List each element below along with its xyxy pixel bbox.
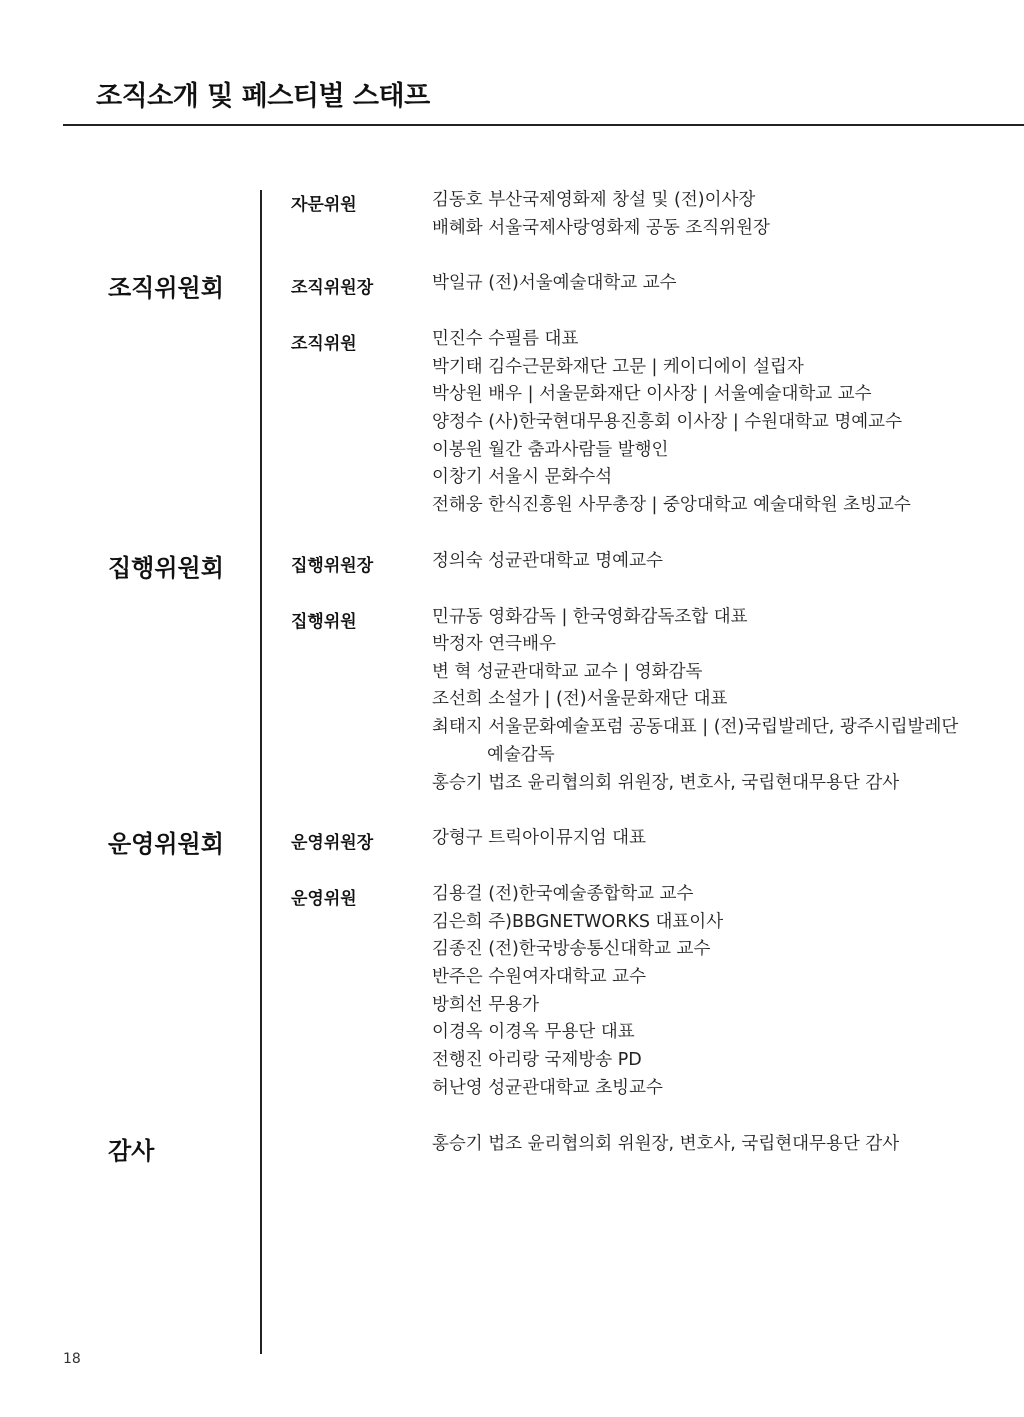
member-entry: 김종진 (전)한국방송통신대학교 교수	[432, 939, 711, 959]
committee-heading-organizing: 조직위원회	[108, 274, 224, 302]
member-entry: 박정자 연극배우	[432, 634, 556, 654]
member-entry: 강형구 트릭아이뮤지엄 대표	[432, 828, 646, 848]
committee-heading-operating: 운영위원회	[108, 830, 224, 858]
member-entry: 이창기 서울시 문화수석	[432, 467, 613, 487]
member-entry: 이경옥 이경옥 무용단 대표	[432, 1022, 635, 1042]
member-entry: 민규동 영화감독 | 한국영화감독조합 대표	[432, 607, 748, 627]
member-entry: 반주은 수원여자대학교 교수	[432, 967, 646, 987]
member-entry: 전행진 아리랑 국제방송 PD	[432, 1050, 642, 1070]
member-entry: 배혜화 서울국제사랑영화제 공동 조직위원장	[432, 218, 770, 238]
member-entry: 조선희 소설가 | (전)서울문화재단 대표	[432, 689, 728, 709]
member-entry: 김은희 주)BBGNETWORKS 대표이사	[432, 912, 724, 932]
vertical-divider	[260, 190, 262, 1354]
member-entry: 홍승기 법조 윤리협의회 위원장, 변호사, 국립현대무용단 감사	[432, 1134, 900, 1154]
role-label-advisor: 자문위원	[291, 195, 357, 215]
role-label-organizing-member: 조직위원	[291, 334, 357, 354]
role-label-executive-member: 집행위원	[291, 612, 357, 632]
committee-heading-executive: 집행위원회	[108, 554, 224, 582]
member-entry: 김동호 부산국제영화제 창설 및 (전)이사장	[432, 190, 756, 210]
role-label-operating-chair: 운영위원장	[291, 833, 374, 853]
member-entry: 박일규 (전)서울예술대학교 교수	[432, 273, 677, 293]
member-entry-continuation: 예술감독	[487, 745, 555, 765]
title-rule	[63, 124, 1024, 126]
page-number: 18	[63, 1351, 81, 1367]
member-entry: 홍승기 법조 윤리협의회 위원장, 변호사, 국립현대무용단 감사	[432, 773, 900, 793]
member-entry: 전해웅 한식진흥원 사무총장 | 중앙대학교 예술대학원 초빙교수	[432, 495, 911, 515]
member-entry: 이봉원 월간 춤과사람들 발행인	[432, 440, 669, 460]
role-label-executive-chair: 집행위원장	[291, 556, 374, 576]
member-entry: 정의숙 성균관대학교 명예교수	[432, 551, 663, 571]
role-label-organizing-chair: 조직위원장	[291, 278, 374, 298]
role-label-operating-member: 운영위원	[291, 889, 357, 909]
member-entry: 방희선 무용가	[432, 995, 539, 1015]
member-entry: 변 혁 성균관대학교 교수 | 영화감독	[432, 662, 703, 682]
member-entry: 양정수 (사)한국현대무용진흥회 이사장 | 수원대학교 명예교수	[432, 412, 902, 432]
page-title: 조직소개 및 페스티벌 스태프	[96, 81, 430, 112]
committee-heading-audit: 감사	[108, 1137, 155, 1165]
member-entry: 김용걸 (전)한국예술종합학교 교수	[432, 884, 694, 904]
member-entry: 박상원 배우 | 서울문화재단 이사장 | 서울예술대학교 교수	[432, 384, 872, 404]
member-entry: 박기태 김수근문화재단 고문 | 케이디에이 설립자	[432, 357, 804, 377]
member-entry: 민진수 수필름 대표	[432, 329, 579, 349]
member-entry: 최태지 서울문화예술포럼 공동대표 | (전)국립발레단, 광주시립발레단	[432, 717, 959, 737]
member-entry: 허난영 성균관대학교 초빙교수	[432, 1078, 663, 1098]
